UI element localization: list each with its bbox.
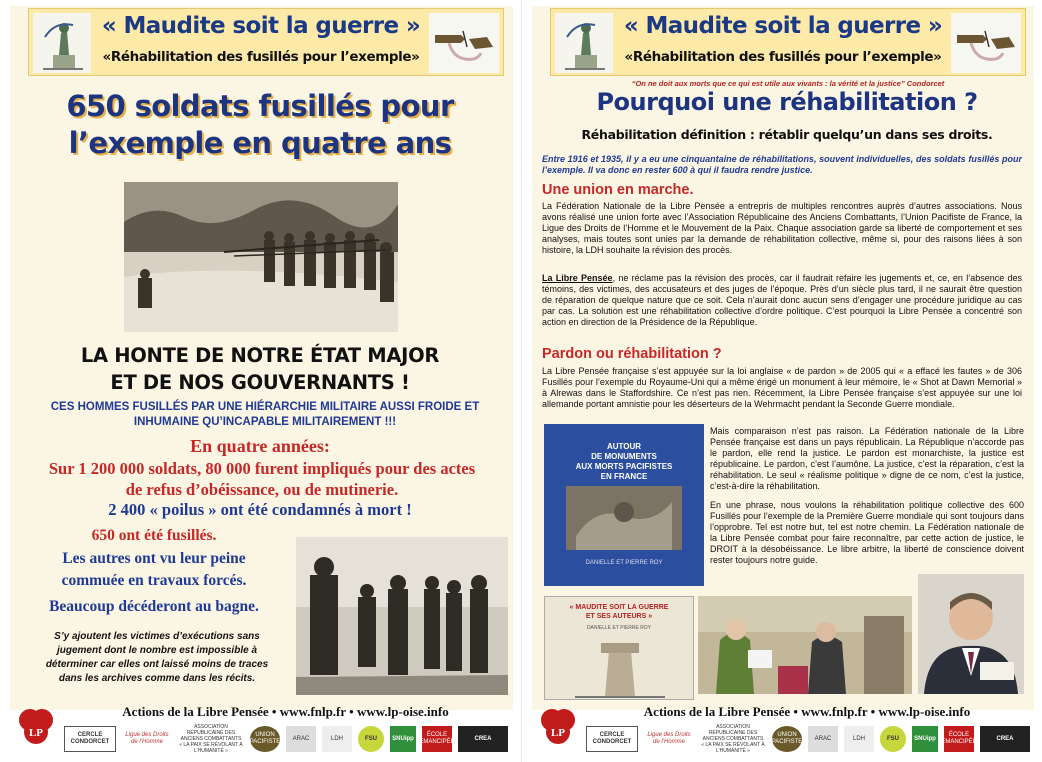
peace-slogan: « LA PAIX SE RÉVOLANT À L’HUMANITÉ » xyxy=(701,742,765,754)
book-title-line-3: AUX MORTS PACIFISTES xyxy=(575,462,673,471)
arac-logo: ARAC xyxy=(286,726,316,752)
paragraph-libre-pensee xyxy=(542,273,1022,328)
broken-rifle-icon xyxy=(429,13,499,73)
hierarchy-line-2: INHUMAINE QU’INCAPABLE MILITAIREMENT !!! xyxy=(133,416,397,428)
libre-pensee-text: , ne réclame pas la révision des procès, car il faudrait refaire les jugements et, ce, en l’absence des témoins, des victimes, des accusateurs et des juges de l’époque. Près d’un siècle plus tard, il ne saurait être question de réparation de quelque nature que ce soit. Cela n’aurait donc aucun sens d’engager une procédure juridique au cas par cas. La solution est une réhabilitation collective d’ordre politique. C’est pourquoi la Libre Pensée a concentré son action en direction de la Présidence de la République. xyxy=(542,273,1023,328)
arac-text-logo xyxy=(700,726,766,752)
heading-union: Une union en marche. xyxy=(542,182,694,198)
banner-subtitle: «Réhabilitation des fusillés pour l’exemple» xyxy=(102,49,420,65)
paragraph-phrase: En une phrase, nous voulons la réhabilitation politique collective des 600 Fusillés pour l’exemple de la Première Guerre mondiale qui sont toujours dans l’opprobre. Tel est notre but, tel est notre chemin. La Fédération nationale de la Libre Pensée combat pour faire reconnaître, par cette action de justice, le DROIT à la désobéissance. Le libre arbitre, la liberté de conscience doivent rester toujours notre guide. xyxy=(710,500,1024,566)
summary-line-1: S’y ajoutent les victimes d’exécutions sans xyxy=(54,631,260,642)
book2-title-line-1: « MAUDITE SOIT LA GUERRE xyxy=(569,604,669,611)
partner-logos xyxy=(538,720,1034,758)
honte-line-1: LA HONTE DE NOTRE ÉTAT MAJOR xyxy=(80,344,440,367)
main-title-line-2: l’exemple en quatre ans xyxy=(68,126,452,160)
statistics-line-2: de refus d’obéissance, ou de mutinerie. xyxy=(125,480,399,499)
statistics-line-1: Sur 1 200 000 soldats, 80 000 furent impliqués pour des actes xyxy=(48,459,476,478)
libre-pensee-logo-icon xyxy=(16,706,56,748)
book2-author: DANIELLE ET PIERRE ROY xyxy=(586,625,652,631)
book-author: DANIELLE ET PIERRE ROY xyxy=(585,560,663,566)
left-banner xyxy=(28,8,504,76)
hierarchy-line-1: CES HOMMES FUSILLÉS PAR UNE HIÉRARCHIE MILITAIRE AUSSI FROIDE ET xyxy=(50,401,480,413)
monument-drawing-icon xyxy=(555,13,613,73)
union-pacifiste-logo: UNION PACIFISTE xyxy=(772,726,802,752)
paragraph-pardon: La Libre Pensée française s’est appuyée sur la loi anglaise « de pardon » de 2005 qui « a effacé les fautes » de 306 Fusillés pour l’exemple du Royaume-Uni qui a même érigé un monument à leur mémoire, le « Shot at Dawn Memorial » à Alrewas dans le Staffordshire. Ce n’est pas rien. Récemment, la Libre Pensée française s’est appuyée sur une loi allemande portant amnistie pour les déserteurs de la Wehrmacht pendant la Seconde Guerre mondiale. xyxy=(542,366,1022,410)
main-title-line-1: 650 soldats fusillés pour xyxy=(66,89,454,123)
peace-slogan: « LA PAIX SE RÉVOLANT À L’HUMANITÉ » xyxy=(179,742,243,754)
left-footer xyxy=(0,702,521,762)
svg-text:LP: LP xyxy=(28,727,44,739)
libre-pensee-label: La Libre Pensée xyxy=(542,273,613,283)
footer-text: Actions de la Libre Pensée • www.fnlp.fr • www.lp-oise.info xyxy=(122,704,449,719)
broken-rifle-icon xyxy=(951,13,1021,73)
book-title-line-4: EN FRANCE xyxy=(600,472,648,481)
honte-heading xyxy=(20,342,500,396)
cercle-condorcet-logo: CERCLE CONDORCET xyxy=(586,726,638,752)
summary-line-4: dans les archives comme dans les récits. xyxy=(58,673,256,684)
book2-title xyxy=(551,603,687,621)
hierarchy-text xyxy=(30,400,500,430)
arac-text-logo xyxy=(178,726,244,752)
commuted-line-1: Les autres ont vu leur peine xyxy=(62,550,246,567)
summary-executions-text xyxy=(28,630,286,686)
executed-count: 650 ont été fusillés. xyxy=(91,527,217,544)
svg-text:LP: LP xyxy=(550,727,566,739)
ldh-logo: Ligue des Droits de l’Homme xyxy=(125,732,169,745)
right-page xyxy=(521,0,1042,762)
definition: Réhabilitation définition : rétablir quelqu’un dans ses droits. xyxy=(581,127,993,142)
banner-title: « Maudite soit la guerre » xyxy=(101,13,421,39)
ceremony-photo xyxy=(698,596,912,694)
crea-logo: CREA xyxy=(980,726,1030,752)
soldiers-photo xyxy=(296,537,508,695)
book-cover-maudite xyxy=(544,596,694,700)
monument-drawing-icon xyxy=(33,13,91,73)
summary-line-2: jugement dont le nombre est impossible à xyxy=(56,645,258,656)
book-title xyxy=(558,442,690,482)
snuipp-logo: SNUipp xyxy=(390,726,416,752)
statistics-text xyxy=(32,458,492,500)
en-quatre-annees: En quatre années: xyxy=(190,436,330,456)
commuted-line-2: commuée en travaux forcés. xyxy=(61,572,247,589)
ldh-triangle-logo: LDH xyxy=(322,726,352,752)
book-cover-monuments xyxy=(544,424,704,586)
cercle-condorcet-logo: CERCLE CONDORCET xyxy=(64,726,116,752)
main-title xyxy=(20,88,500,162)
right-banner xyxy=(550,8,1026,76)
partner-logos xyxy=(16,720,513,758)
speaker-photo xyxy=(918,574,1024,694)
paragraph-union: La Fédération Nationale de la Libre Pensée a entrepris de multiples rencontres auprès d’autres associations. Nous avons réalisé une union forte avec l’Association Républicaine des Anciens Combattants, l’Union Pacifiste de France, la Ligue des Droits de l’Homme et le Mouvement de la Paix. Chaque association garde sa liberté de comportement et ses analyses, mais toutes sont unies par la demande de réhabilitation collective, même si, pour des raisons liées à son histoire, la LDH souhaite la révision des procès. xyxy=(542,201,1022,256)
crea-logo: CREA xyxy=(458,726,508,752)
banner-title: « Maudite soit la guerre » xyxy=(623,13,943,39)
union-pacifiste-logo: UNION PACIFISTE xyxy=(250,726,280,752)
sentence-commuted-text xyxy=(20,548,288,592)
libre-pensee-logo-icon xyxy=(538,706,578,748)
heading-pardon: Pardon ou réhabilitation ? xyxy=(542,346,722,362)
ecole-emancipee-logo: ÉCOLE ÉMANCIPÉE xyxy=(944,726,974,752)
execution-photo xyxy=(124,182,398,332)
summary-line-3: déterminer car elles ont laissé moins de traces xyxy=(45,659,269,670)
book2-title-line-2: ET SES AUTEURS » xyxy=(585,613,653,620)
book-title-line-2: DE MONUMENTS xyxy=(591,452,657,461)
honte-line-2: ET DE NOS GOUVERNANTS ! xyxy=(110,371,410,394)
page-title: Pourquoi une réhabilitation ? xyxy=(596,88,978,116)
condemned-text: 2 400 « poilus » ont été condamnés à mort ! xyxy=(108,500,412,519)
condorcet-quote: “On ne doit aux morts que ce qui est utile aux vivants : la vérité et la justice” Condorcet xyxy=(631,79,945,88)
intro-paragraph: Entre 1916 et 1935, il y a eu une cinquantaine de réhabilitations, souvent individuelles, des soldats fusillés pour l’exemple. Il va donc en rester 600 à qui il faudra rendre justice. xyxy=(542,154,1022,175)
book-title-line-1: AUTOUR xyxy=(606,442,642,451)
snuipp-logo: SNUipp xyxy=(912,726,938,752)
arac-name: ASSOCIATION RÉPUBLICAINE DES ANCIENS COMBATTANTS xyxy=(180,724,242,742)
fsu-logo: FSU xyxy=(358,726,384,752)
banner-subtitle: «Réhabilitation des fusillés pour l’exemple» xyxy=(624,49,942,65)
ldh-logo: Ligue des Droits de l’Homme xyxy=(647,732,691,745)
footer-text: Actions de la Libre Pensée • www.fnlp.fr • www.lp-oise.info xyxy=(643,704,971,719)
right-footer xyxy=(522,702,1042,762)
fsu-logo: FSU xyxy=(880,726,906,752)
arac-logo: ARAC xyxy=(808,726,838,752)
bagne-text: Beaucoup décéderont au bagne. xyxy=(49,598,259,615)
ldh-triangle-logo: LDH xyxy=(844,726,874,752)
ecole-emancipee-logo: ÉCOLE ÉMANCIPÉE xyxy=(422,726,452,752)
paragraph-comparaison: Mais comparaison n’est pas raison. La Fédération nationale de la Libre Pensée française est dans un pays républicain. La République n’accorde pas le pardon, elle rend la justice. Le pardon est monarchiste, la justice est républicaine. Le pardon, c’est l’aumône. La justice, c’est la réparation, c’est la réhabilitation. Le seul « réalisme politique » digne de ce nom, c’est la justice, c’est-à-dire la réhabilitation. xyxy=(710,426,1024,492)
arac-name: ASSOCIATION RÉPUBLICAINE DES ANCIENS COMBATTANTS xyxy=(702,724,764,742)
